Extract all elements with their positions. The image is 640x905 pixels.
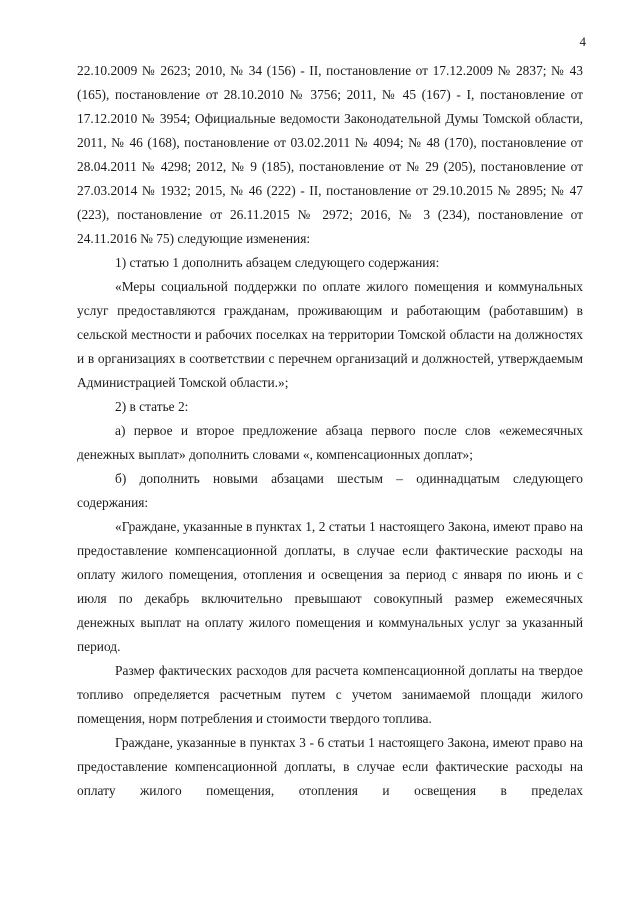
paragraph-item-2: 2) в статье 2: [115, 399, 189, 414]
paragraph-solid-fuel-expenses: Размер фактических расходов для расчета компенсационной доплаты на твердое топливо определяется расчетным путем с учетом занимаемой площади жилого помещения, норм потребления и стоимости твердого топлива. [77, 663, 583, 726]
page-number: 4 [579, 34, 586, 49]
paragraph-item-1: 1) статью 1 дополнить абзацем следующего содержания: [115, 255, 440, 270]
paragraph-social-support-quote: «Меры социальной поддержки по оплате жилого помещения и коммунальных услуг предоставляются гражданам, проживающим и работающим (работавшим) в сельской местности и рабочих поселках на территории Томской области на должностях и в организациях в соответствии с перечнем организаций и должностей, утверждаемым Администрацией Томской области.»; [77, 279, 583, 390]
paragraph-citizens-points-3-6: Граждане, указанные в пунктах 3 - 6 статьи 1 настоящего Закона, имеют право на предоставление компенсационной доплаты, в случае если фактические расходы на оплату жилого помещения, отопления и освещения в пределах [77, 735, 583, 798]
paragraph-item-2a: а) первое и второе предложение абзаца первого после слов «ежемесячных денежных выплат» дополнить словами «, компенсационных доплат»; [77, 423, 583, 462]
document-body [77, 59, 583, 803]
paragraph-amendment-sources: 22.10.2009 № 2623; 2010, № 34 (156) - II, постановление от 17.12.2009 № 2837; № 43 (165), постановление от 28.10.2010 № 3756; 2011, № 45 (167) - I, постановление от 17.12.2010 № 3954; Официальные ведомости Законодательной Думы Томской области, 2011, № 46 (168), постановление от 03.02.2011 № 4094; № 48 (170), постановление от 28.04.2011 № 4298; 2012, № 9 (185), постановление от № 29 (205), постановление от 27.03.2014 № 1932; 2015, № 46 (222) - II, постановление от 29.10.2015 № 2895; № 47 (223), постановление от 26.11.2015 № 2972; 2016, № 3 (234), постановление от 24.11.2016 № 75) следующие изменения: [77, 63, 583, 246]
paragraph-citizens-points-1-2: «Граждане, указанные в пунктах 1, 2 статьи 1 настоящего Закона, имеют право на предоставление компенсационной доплаты, в случае если фактические расходы на оплату жилого помещения, отопления и освещения за период с января по июнь и с июля по декабрь включительно превышают совокупный размер ежемесячных денежных выплат на оплату жилого помещения и коммунальных услуг за указанный период. [77, 519, 583, 654]
paragraph-item-2b: б) дополнить новыми абзацами шестым – одиннадцатым следующего содержания: [77, 471, 583, 510]
